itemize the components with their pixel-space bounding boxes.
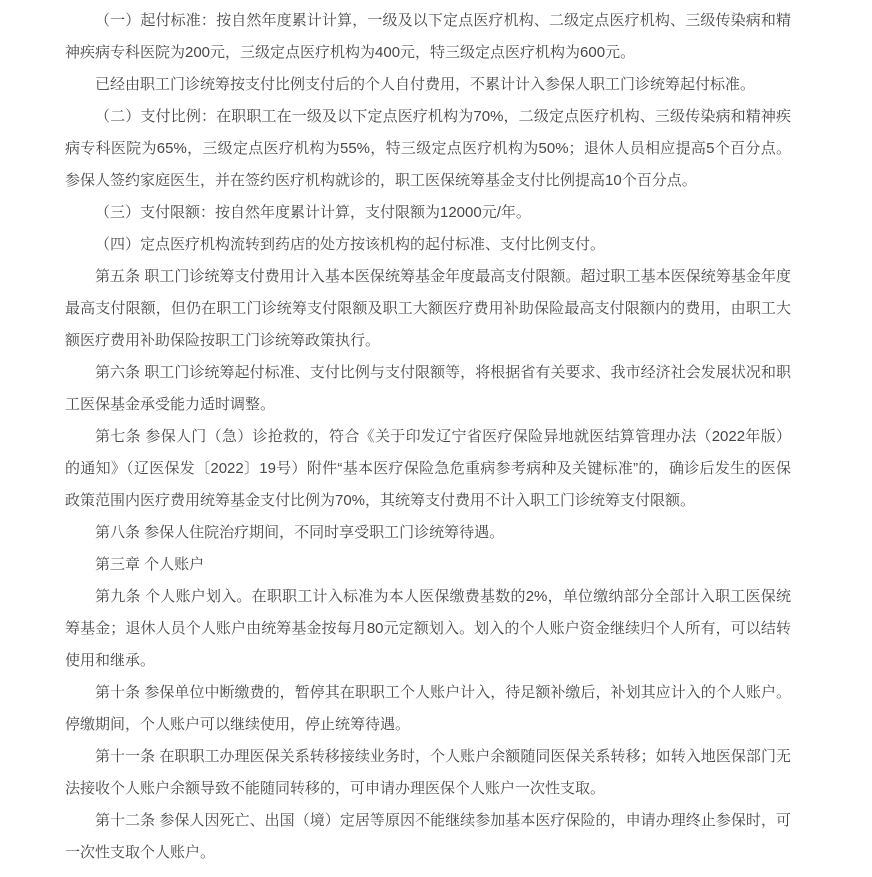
- article-10-clause: 第十条 参保单位中断缴费的，暂停其在职职工个人账户计入，待足额补缴后，补划其应计入的个人账户。停缴期间，个人账户可以继续使用，停止统筹待遇。: [65, 684, 791, 733]
- article-12-clause: 第十二条 参保人因死亡、出国（境）定居等原因不能继续参加基本医疗保险的，申请办理终止参保时，可一次性支取个人账户。: [65, 812, 791, 861]
- article-7-clause: 第七条 参保人门（急）诊抢救的，符合《关于印发辽宁省医疗保险异地就医结算管理办法（2022年版）的通知》（辽医保发〔2022〕19号）附件“基本医疗保险急危重病参考病种及关键标准”的，确诊后发生的医保政策范围内医疗费用统筹基金支付比例为70%，其统筹支付费用不计入职工门诊统筹支付限额。: [65, 428, 791, 509]
- article-11-clause: 第十一条 在职职工办理医保关系转移接续业务时，个人账户余额随同医保关系转移；如转入地医保部门无法接收个人账户余额导致不能随同转移的，可申请办理医保个人账户一次性支取。: [65, 748, 791, 797]
- item-4-pharmacy-prescription: （四）定点医疗机构流转到药店的处方按该机构的起付标准、支付比例支付。: [95, 236, 606, 253]
- article-8-clause: 第八条 参保人住院治疗期间，不同时享受职工门诊统筹待遇。: [95, 524, 505, 541]
- chapter-3-heading: 第三章 个人账户: [95, 556, 205, 573]
- article-5-clause: 第五条 职工门诊统筹支付费用计入基本医保统筹基金年度最高支付限额。超过职工基本医保统筹基金年度最高支付限额，但仍在职工门诊统筹支付限额及职工大额医疗费用补助保险最高支付限额内的费用，由职工大额医疗费用补助保险按职工门诊统筹政策执行。: [65, 268, 791, 349]
- item-2-payment-ratio: （二）支付比例：在职职工在一级及以下定点医疗机构为70%，二级定点医疗机构、三级传染病和精神疾病专科医院为65%，三级定点医疗机构为55%，特三级定点医疗机构为50%；退休人员相应提高5个百分点。参保人签约家庭医生，并在签约医疗机构就诊的，职工医保统筹基金支付比例提高10个百分点。: [65, 108, 791, 189]
- article-9-clause: 第九条 个人账户划入。在职职工计入标准为本人医保缴费基数的2%，单位缴纳部分全部计入职工医保统筹基金；退休人员个人账户由统筹基金按每月80元定额划入。划入的个人账户资金继续归个人所有，可以结转使用和继承。: [65, 588, 791, 669]
- article-6-clause: 第六条 职工门诊统筹起付标准、支付比例与支付限额等，将根据省有关要求、我市经济社会发展状况和职工医保基金承受能力适时调整。: [65, 364, 791, 413]
- para-self-paid-note: 已经由职工门诊统筹按支付比例支付后的个人自付费用，不累计计入参保人职工门诊统筹起付标准。: [95, 76, 756, 93]
- item-1-deductible-standard: （一）起付标准：按自然年度累计计算，一级及以下定点医疗机构、二级定点医疗机构、三级传染病和精神疾病专科医院为200元，三级定点医疗机构为400元，特三级定点医疗机构为600元。: [65, 12, 791, 61]
- item-3-payment-limit: （三）支付限额：按自然年度累计计算，支付限额为12000元/年。: [95, 204, 531, 221]
